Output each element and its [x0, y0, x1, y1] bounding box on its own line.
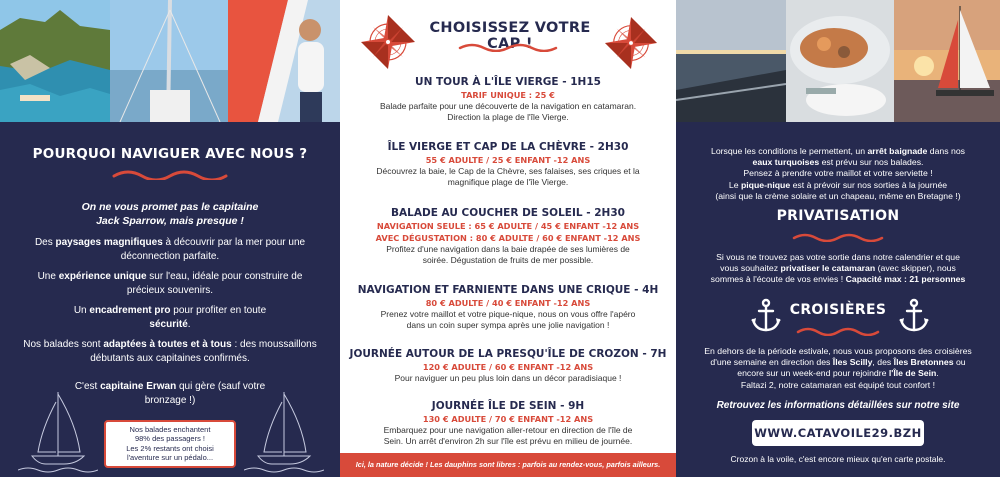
website-tagline: Retrouvez les informations détaillées sur notre site [716, 400, 960, 411]
sailboat-left-icon [18, 386, 98, 474]
tour-coucher-soleil: BALADE AU COUCHER DE SOLEIL - 2H30 NAVIGATION SEULE : 65 € ADULTE / 45 € ENFANT -12 ANS AVEC DÉGUSTATION : 80 € ADULTE / 60 € ENFANT -12 ANS Profitez d'une navigation dans la baie drapée de ses lumières de soirée. Dégustation de fruits de mer possible. [375, 207, 641, 265]
photo-mast-sky [110, 0, 228, 122]
tour-presquile-crozon: JOURNÉE AUTOUR DE LA PRESQU'ÎLE DE CROZON - 7H 120 € ADULTE / 60 € ENFANT -12 ANS Pour naviguer un peu plus loin dans un décor paradisiaque ! [349, 348, 667, 383]
compass-rose-right-icon [604, 16, 658, 70]
middle-title: CHOISISSEZ VOTRE CAP ! [429, 20, 591, 52]
tour-ile-vierge-cap-chevre: ÎLE VIERGE ET CAP DE LA CHÈVRE - 2H30 55 € ADULTE / 25 € ENFANT -12 ANS Découvrez la baie, le Cap de la Chèvre, ses falaises, ses criques et la magnifique plage de l'île Vierge. [376, 141, 640, 187]
left-tagline [30, 200, 310, 228]
left-title: POURQUOI NAVIGUER AVEC NOUS ? [32, 146, 308, 162]
croisieres-heading: CROISIÈRES [789, 302, 887, 318]
left-paragraph-captain: C'est capitaine Erwan qui gère (sauf votre bronzage !) [74, 381, 266, 406]
left-photo-strip [0, 0, 340, 122]
photo-captain [228, 0, 340, 122]
right-photo-strip [676, 0, 1000, 122]
right-footer-text: Crozon à la voile, c'est encore mieux qu'en carte postale. [730, 454, 946, 464]
website-url-link[interactable]: WWW.CATAVOILE29.BZH [752, 420, 924, 446]
croisieres-text: En dehors de la période estivale, nous vous proposons des croisières d'une semaine en direction des Îles Scilly, des Îles Bretonnes ou encore sur un week-end pour rejoindre l'Île de Sein. Faltazi 2, notre catamaran est équipé tout confort ! [704, 346, 972, 390]
privatisation-heading: PRIVATISATION [776, 208, 900, 224]
privatisation-wave-icon [792, 232, 884, 242]
tagline-line-1: On ne vous promet pas le capitaine [81, 201, 259, 213]
right-intro-text: Lorsque les conditions le permettent, un arrêt baignade dans nos eaux turquoises est prévu sur nos balades. Pensez à prendre votre maillot et votre serviette ! Le pique-nique est à prévoir sur nos sorties à la journée (ainsi que la crème solaire et un chapeau, même en Bretagne !) [710, 146, 966, 201]
right-panel [676, 0, 1000, 477]
left-paragraph-landscapes: Des paysages magnifiques à découvrir par la mer pour une déconnection parfaite. [34, 237, 306, 262]
wave-divider-icon [112, 168, 228, 180]
left-paragraph-everyone: Nos balades sont adaptées à toutes et à tous : des moussaillons débutants aux capitaines confirmés. [23, 339, 317, 364]
tagline-line-2: Jack Sparrow, mais presque ! [96, 215, 244, 227]
left-paragraph-experience: Une expérience unique sur l'eau, idéale pour construire de précieux souvenirs. [37, 271, 303, 296]
left-paragraph-safety: Un encadrement pro pour profiter en toute sécurité. [73, 305, 267, 330]
sailboat-right-icon [244, 386, 324, 474]
privatisation-text: Si vous ne trouvez pas votre sortie dans notre calendrier et que vous souhaitez privatiser le catamaran (avec skipper), nous sommes à l'écoute de vos envies ! Capacité max : 21 personnes [710, 252, 966, 285]
tour-farniente-crique: NAVIGATION ET FARNIENTE DANS UNE CRIQUE - 4H 80 € ADULTE / 40 € ENFANT -12 ANS Prenez votre maillot et votre pique-nique, nous on vous offre l'apéro dans un coin super sympa après une jolie navigation ! [357, 284, 659, 330]
tour-ile-de-sein: JOURNÉE ÎLE DE SEIN - 9H 130 € ADULTE / 70 € ENFANT -12 ANS Embarquez pour une navigation aller-retour en direction de l'île de Sein. Un arrêt d'environ 2h sur l'île est prévu en milieu de journée. [383, 400, 633, 446]
photo-sunset-deck [676, 0, 786, 122]
satisfaction-note-box: Nos balades enchantent 98% des passagers ! Les 2% restants ont choisi l'aventure sur un pédalo... [104, 420, 236, 468]
compass-rose-left-icon [360, 14, 416, 70]
photo-catamaran-sunset [894, 0, 1000, 122]
middle-footer-banner: Ici, la nature décide ! Les dauphins sont libres : parfois au rendez-vous, parfois ailleurs. [340, 453, 676, 477]
photo-seafood-platter [786, 0, 894, 122]
middle-panel [340, 0, 676, 477]
croisieres-wave-icon [796, 326, 880, 336]
middle-wave-divider-icon [458, 42, 558, 52]
tour-ile-vierge: UN TOUR À L'ÎLE VIERGE - 1H15 TARIF UNIQUE : 25 € Balade parfaite pour une découverte de la navigation en catamaran. Direction la plage de l'île Vierge. [379, 76, 637, 122]
photo-coast-cliffs [0, 0, 110, 122]
left-panel [0, 0, 340, 477]
